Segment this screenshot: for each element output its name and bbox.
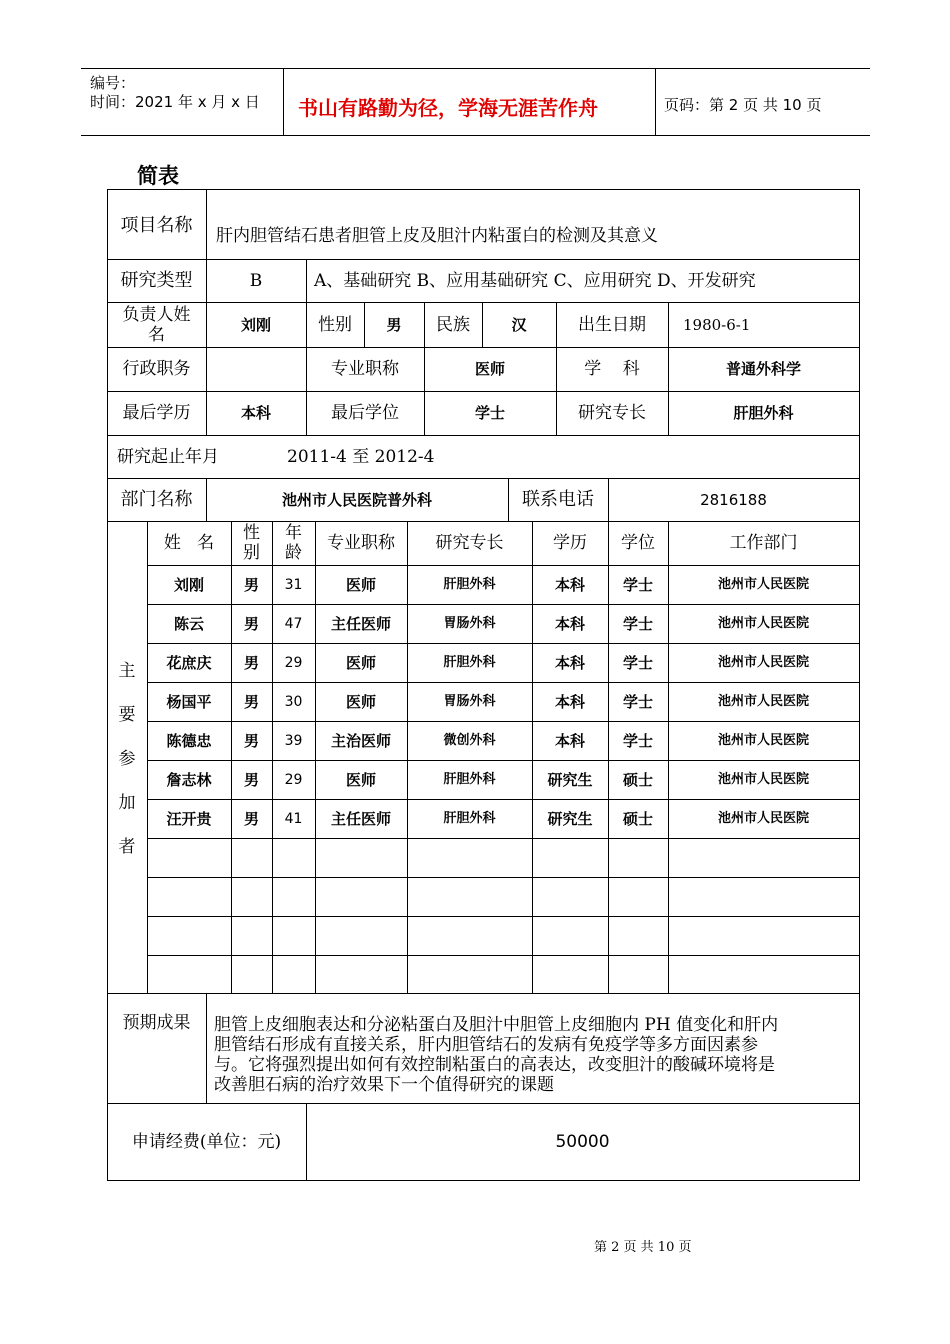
participant-degree: 硕士: [622, 809, 653, 828]
col-header-gender-2: 别: [243, 543, 260, 563]
participant-rule: [147, 877, 860, 878]
participant-dept: 池州市人民医院: [717, 771, 809, 787]
participant-gender: 男: [243, 809, 259, 828]
research-type-value: B: [249, 270, 263, 291]
header-serial: 编号：: [90, 74, 136, 92]
header-top-rule: [81, 68, 870, 69]
participant-name: 杨国平: [166, 692, 212, 711]
participants-label-char: 者: [118, 837, 136, 857]
participant-rule: [147, 838, 860, 839]
participant-edu: 研究生: [547, 809, 593, 828]
footer-page-number: 第 2 页 共 10 页: [594, 1240, 692, 1255]
gender-label: 性别: [318, 314, 352, 335]
participant-title: 医师: [345, 692, 376, 711]
participants-label-char: 主: [118, 661, 136, 681]
edu-label: 最后学历: [122, 403, 191, 423]
participant-dept: 池州市人民医院: [717, 654, 809, 670]
participant-edu: 本科: [554, 575, 585, 594]
research-type-options: A、基础研究 B、应用基础研究 C、应用研究 D、开发研究: [314, 270, 756, 291]
participant-title: 主任医师: [330, 614, 391, 633]
participant-edu: 本科: [554, 731, 585, 750]
ethnicity-value: 汉: [511, 315, 527, 334]
page-title: 简表: [137, 164, 179, 188]
expected-line: 胆管结石形成有直接关系，肝内胆管结石的发病有免疫学等多方面因素参: [214, 1035, 758, 1055]
participant-specialty: 胃肠外科: [443, 693, 496, 709]
participant-name: 陈云: [173, 614, 204, 633]
participants-label-char: 要: [118, 705, 136, 725]
participant-rule: [147, 916, 860, 917]
participants-label-char: 加: [118, 793, 136, 813]
participant-title: 医师: [345, 575, 376, 594]
participant-degree: 硕士: [622, 770, 653, 789]
col-header-edu: 学历: [553, 533, 587, 553]
specialty-label: 研究专长: [578, 403, 646, 423]
expected-line: 胆管上皮细胞表达和分泌粘蛋白及胆汁中胆管上皮细胞内 PH 值变化和肝内: [214, 1015, 779, 1035]
col-header-title: 专业职称: [327, 533, 395, 553]
participant-gender: 男: [243, 653, 259, 672]
phone-value: 2816188: [700, 490, 767, 509]
expected-line: 与。它将强烈提出如何有效控制粘蛋白的高表达，改变胆汁的酸碱环境将是: [214, 1055, 775, 1075]
ethnicity-label: 民族: [436, 314, 470, 335]
research-type-label: 研究类型: [120, 269, 193, 291]
birth-label: 出生日期: [578, 314, 646, 335]
admin-post-label: 行政职务: [122, 359, 191, 379]
participant-name: 花庶庆: [166, 653, 212, 672]
participant-edu: 本科: [554, 692, 585, 711]
participant-title: 主治医师: [330, 731, 391, 750]
gender-value: 男: [386, 315, 402, 334]
specialty-value: 肝胆外科: [733, 404, 794, 422]
participant-edu: 研究生: [547, 770, 593, 789]
edu-value: 本科: [240, 404, 271, 422]
participant-dept: 池州市人民医院: [717, 615, 809, 631]
period-value: 2011-4 至 2012-4: [287, 446, 435, 467]
participant-gender: 男: [243, 770, 259, 789]
expected-text: [214, 1015, 856, 1095]
header-bottom-rule: [81, 135, 870, 136]
table-border-bottom: [107, 1180, 860, 1181]
participant-dept: 池州市人民医院: [717, 576, 809, 592]
participant-degree: 学士: [622, 692, 653, 711]
col-header-specialty: 研究专长: [435, 533, 504, 553]
participant-age: 29: [284, 771, 303, 788]
header-motto: 书山有路勤为径，学海无涯苦作舟: [298, 96, 598, 120]
participant-specialty: 肝胆外科: [443, 576, 496, 592]
participant-specialty: 微创外科: [443, 732, 496, 748]
col-header-dept: 工作部门: [729, 533, 798, 553]
participant-gender: 男: [243, 575, 259, 594]
participant-degree: 学士: [622, 731, 653, 750]
participant-age: 39: [284, 732, 303, 749]
participant-degree: 学士: [622, 575, 653, 594]
participant-age: 30: [284, 693, 303, 710]
degree-label: 最后学位: [331, 403, 399, 423]
participant-gender: 男: [243, 614, 259, 633]
participant-specialty: 肝胆外科: [443, 654, 496, 670]
participant-edu: 本科: [554, 614, 585, 633]
leader-name: 刘刚: [240, 315, 271, 334]
expected-line: 改善胆石病的治疗效果下一个值得研究的课题: [214, 1075, 554, 1095]
phone-label: 联系电话: [522, 488, 594, 510]
prof-title-label: 专业职称: [331, 359, 399, 379]
participant-rule: [147, 955, 860, 956]
participants-label-char: 参: [118, 749, 136, 769]
col-rule: [206, 993, 207, 1103]
header-page-label: 页码：第 2 页 共 10 页: [664, 96, 822, 114]
participant-dept: 池州市人民医院: [717, 810, 809, 826]
participant-gender: 男: [243, 731, 259, 750]
participant-specialty: 肝胆外科: [443, 810, 496, 826]
participant-name: 汪开贵: [166, 809, 212, 828]
period-label: 研究起止年月: [117, 446, 219, 467]
project-name-value: 肝内胆管结石患者胆管上皮及胆汁内粘蛋白的检测及其意义: [216, 226, 658, 246]
col-header-gender-1: 性: [243, 523, 260, 543]
participant-age: 29: [284, 654, 303, 671]
participant-title: 医师: [345, 653, 376, 672]
participant-degree: 学士: [622, 614, 653, 633]
col-rule: [206, 189, 207, 259]
prof-title-value: 医师: [474, 360, 505, 378]
birth-value: 1980-6-1: [683, 315, 751, 334]
participant-name: 陈德忠: [166, 731, 212, 750]
participant-title: 医师: [345, 770, 376, 789]
header-time: 时间：2021 年 x 月 x 日: [90, 93, 260, 111]
participant-age: 41: [284, 810, 303, 827]
dept-label: 部门名称: [120, 488, 193, 510]
col-header-age-1: 年: [285, 523, 302, 543]
leader-label-2: 名: [148, 325, 165, 345]
project-name-label: 项目名称: [120, 215, 193, 236]
participant-name: 刘刚: [173, 575, 204, 594]
participant-specialty: 胃肠外科: [443, 615, 496, 631]
participant-title: 主任医师: [330, 809, 391, 828]
admin-post-value: [206, 347, 306, 391]
participant-specialty: 肝胆外科: [443, 771, 496, 787]
degree-value: 学士: [474, 404, 505, 422]
discipline-label: 学 科: [584, 359, 640, 379]
participant-dept: 池州市人民医院: [717, 732, 809, 748]
funding-label: 申请经费(单位：元): [131, 1131, 282, 1152]
col-header-name: 姓 名: [163, 533, 215, 553]
participant-gender: 男: [243, 692, 259, 711]
leader-label-1: 负责人姓: [122, 305, 191, 325]
participant-age: 47: [284, 615, 303, 632]
table-border-right: [859, 189, 860, 1181]
participant-name: 詹志林: [166, 770, 212, 789]
row-rule: [107, 993, 860, 994]
participant-age: 31: [284, 576, 303, 593]
col-header-age-2: 龄: [285, 543, 302, 563]
header-divider-2: [655, 68, 656, 135]
header-divider-1: [283, 68, 284, 135]
table-border-top: [107, 189, 860, 190]
col-header-degree: 学位: [621, 533, 655, 553]
dept-value: 池州市人民医院普外科: [281, 490, 432, 509]
participant-degree: 学士: [622, 653, 653, 672]
participant-edu: 本科: [554, 653, 585, 672]
funding-value: 50000: [555, 1131, 610, 1152]
discipline-value: 普通外科学: [725, 360, 801, 378]
participant-dept: 池州市人民医院: [717, 693, 809, 709]
col-rule: [306, 259, 307, 302]
expected-label: 预期成果: [122, 1013, 191, 1033]
